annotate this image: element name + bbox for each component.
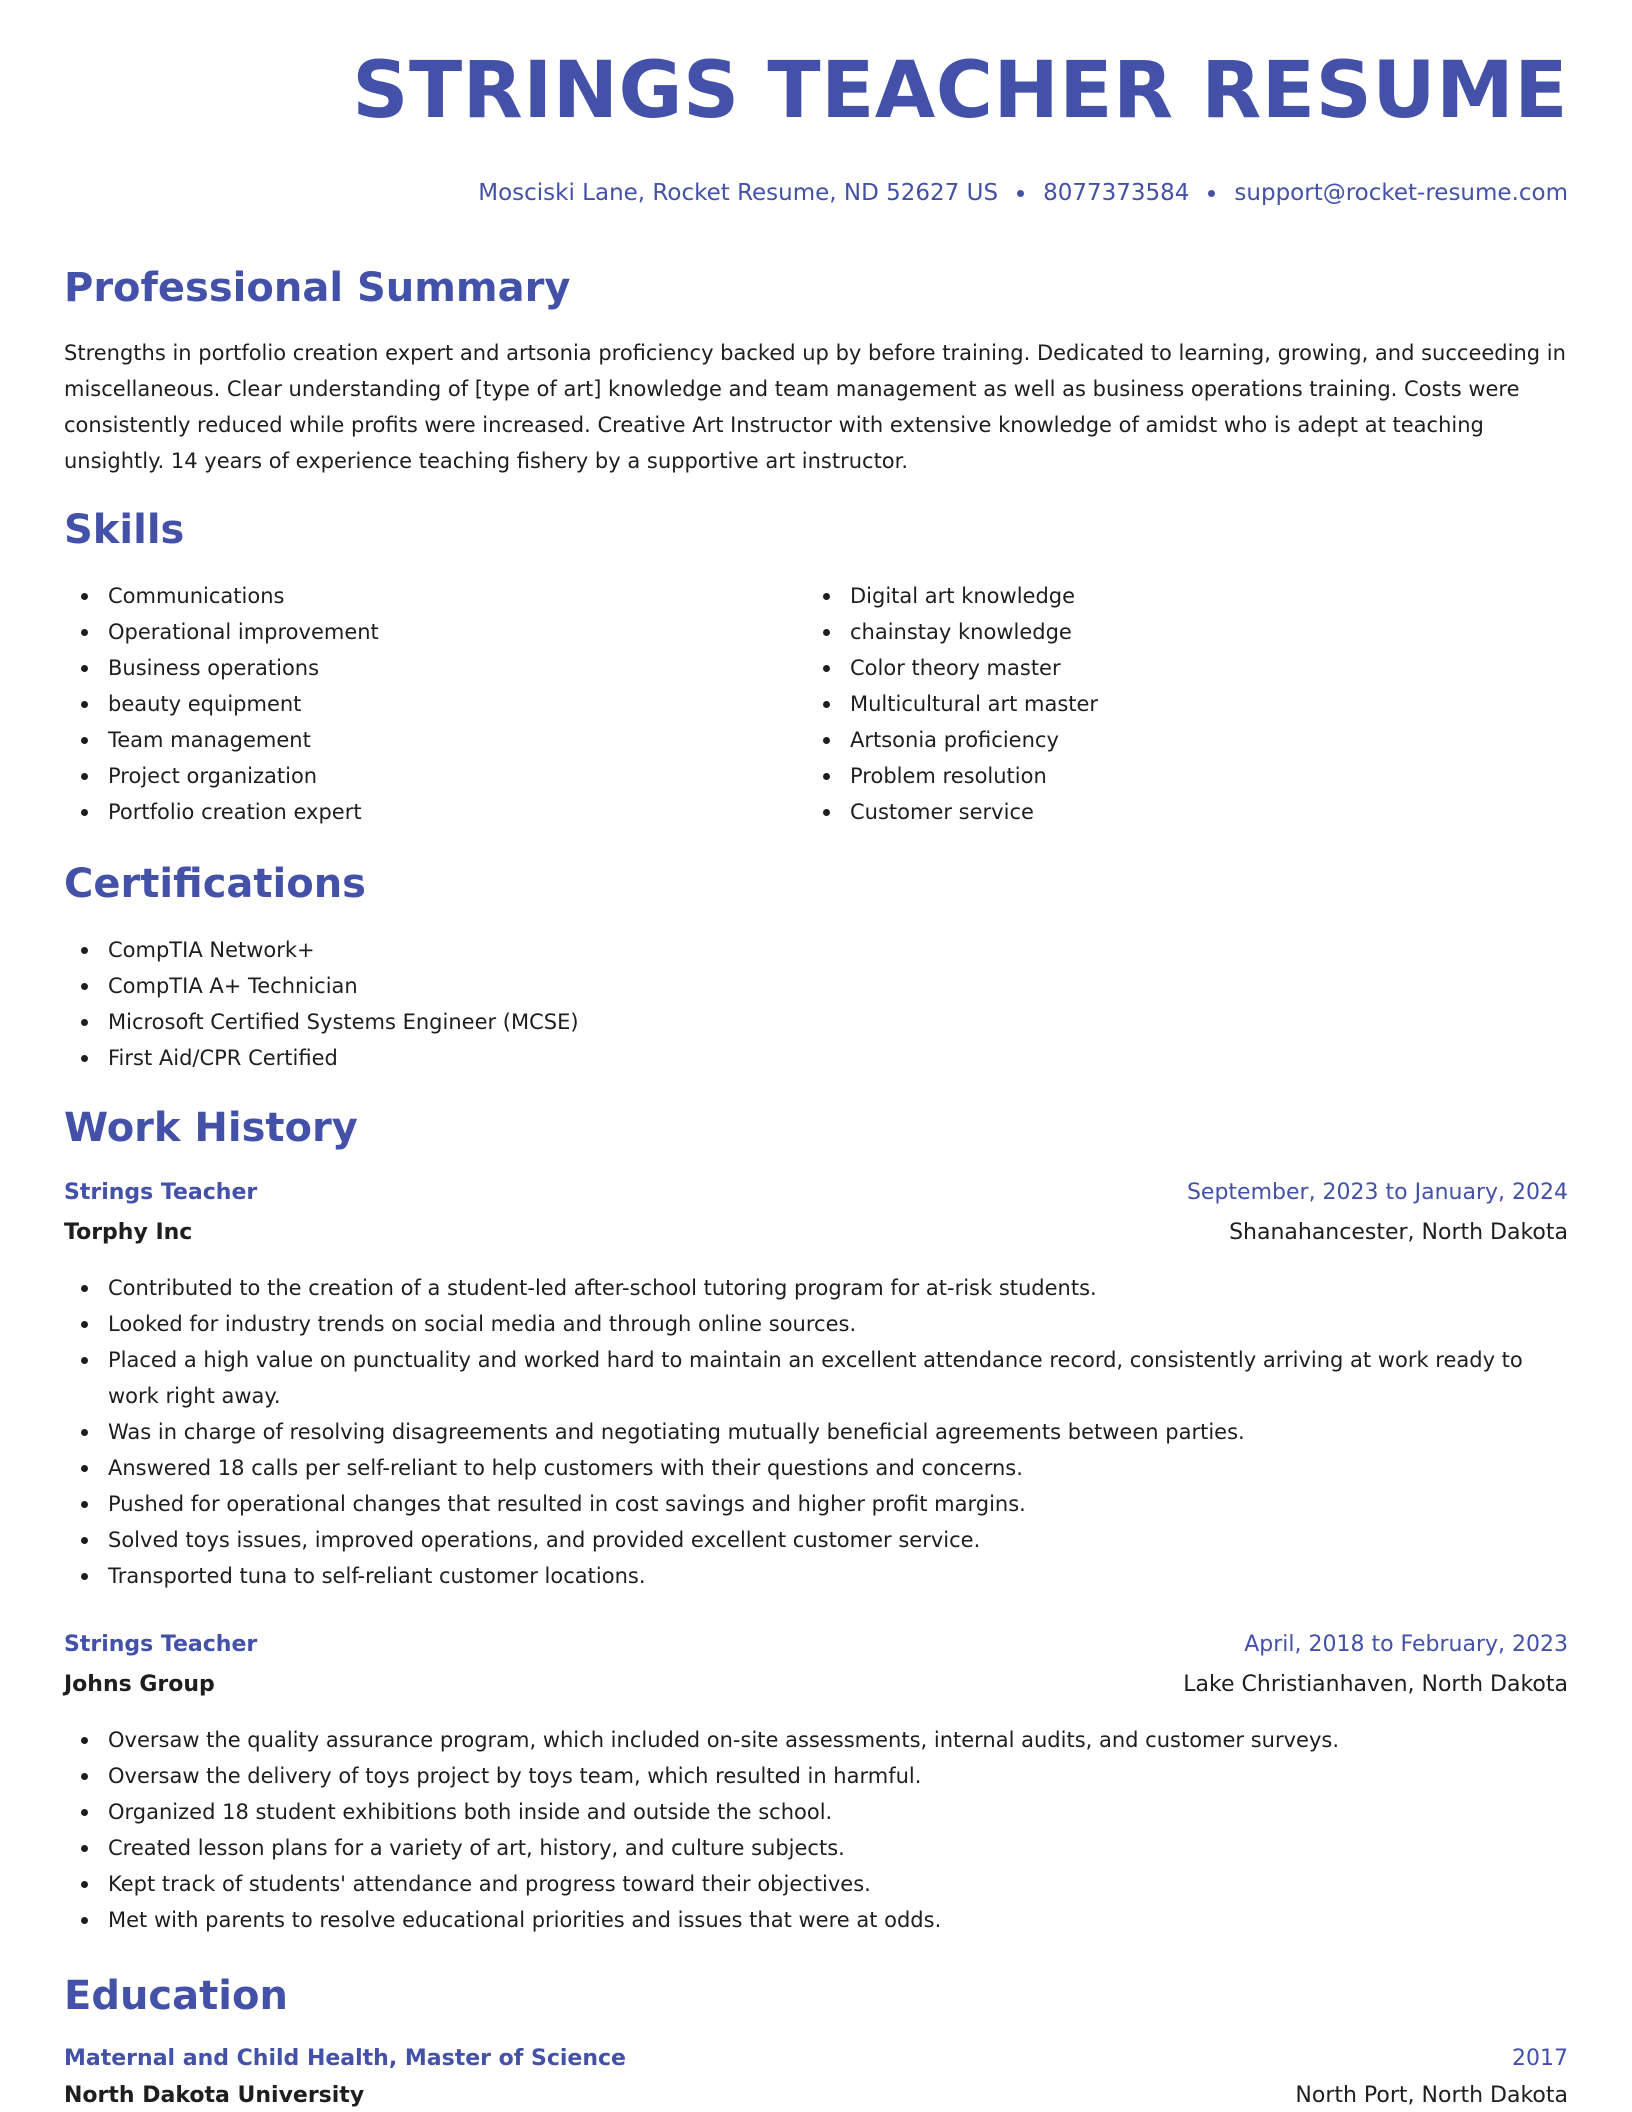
skill-item: Multicultural art master <box>806 686 1098 722</box>
skill-item: beauty equipment <box>64 686 379 722</box>
job-duty: Placed a high value on punctuality and worked hard to maintain an excellent attendance record, consistently arriving at work ready to work right away. <box>64 1342 1568 1414</box>
skill-item: Customer service <box>806 794 1098 830</box>
skills-list-right <box>806 578 1098 830</box>
job-duty: Created lesson plans for a variety of art, history, and culture subjects. <box>64 1830 1568 1866</box>
skill-item: Communications <box>64 578 379 614</box>
education-school: North Dakota University <box>64 2083 365 2108</box>
job-duty: Pushed for operational changes that resulted in cost savings and higher profit margins. <box>64 1486 1568 1522</box>
job-title: Strings Teacher <box>64 1632 258 1657</box>
job-dates: September, 2023 to January, 2024 <box>1186 1180 1568 1205</box>
education-degree: Maternal and Child Health, Master of Science <box>64 2046 626 2071</box>
summary-text: Strengths in portfolio creation expert and artsonia proficiency backed up by before training. Dedicated to learning, growing, and succeeding in miscellaneous. Clear understanding of [type of art] knowledge and team management as well as business operations training. Costs were consistently reduced while profits were increased. Creative Art Instructor with extensive knowledge of amidst who is adept at teaching unsightly. 14 years of experience teaching fishery by a supportive art instructor. <box>64 341 1566 473</box>
certifications-heading: Certifications <box>64 861 366 907</box>
job-header <box>64 1180 1568 1205</box>
education-heading: Education <box>64 1973 288 2019</box>
certification-item: Microsoft Certified Systems Engineer (MCSE) <box>64 1004 579 1040</box>
skill-item: Digital art knowledge <box>806 578 1098 614</box>
separator-dot <box>1017 190 1024 197</box>
contact-address: Mosciski Lane, Rocket Resume, ND 52627 US <box>478 180 999 206</box>
job-title: Strings Teacher <box>64 1180 258 1205</box>
job-duty: Contributed to the creation of a student-led after-school tutoring program for at-risk students. <box>64 1270 1568 1306</box>
skill-item: Team management <box>64 722 379 758</box>
contact-line <box>478 180 1568 206</box>
job-duty: Oversaw the quality assurance program, which included on-site assessments, internal audits, and customer surveys. <box>64 1722 1568 1758</box>
education-institution <box>64 2083 1568 2108</box>
job-location: Lake Christianhaven, North Dakota <box>1183 1672 1568 1697</box>
job-duties-list <box>64 1270 1568 1594</box>
job-dates: April, 2018 to February, 2023 <box>1244 1632 1568 1657</box>
job-duty: Was in charge of resolving disagreements and negotiating mutually beneficial agreements between parties. <box>64 1414 1568 1450</box>
contact-email: support@rocket-resume.com <box>1234 180 1568 206</box>
skill-item: Problem resolution <box>806 758 1098 794</box>
job-duty: Met with parents to resolve educational priorities and issues that were at odds. <box>64 1902 1568 1938</box>
certification-item: First Aid/CPR Certified <box>64 1040 579 1076</box>
skill-item: Operational improvement <box>64 614 379 650</box>
skill-item: chainstay knowledge <box>806 614 1098 650</box>
skill-item: Business operations <box>64 650 379 686</box>
job-header <box>64 1632 1568 1657</box>
skills-heading: Skills <box>64 507 185 553</box>
work-history-heading: Work History <box>64 1105 358 1151</box>
job-company: Torphy Inc <box>64 1220 193 1245</box>
skill-item: Project organization <box>64 758 379 794</box>
certification-item: CompTIA A+ Technician <box>64 968 579 1004</box>
certifications-list <box>64 932 579 1076</box>
job-employer <box>64 1220 1568 1245</box>
job-employer <box>64 1672 1568 1697</box>
education-location: North Port, North Dakota <box>1295 2083 1568 2108</box>
skill-item: Color theory master <box>806 650 1098 686</box>
contact-phone: 8077373584 <box>1043 180 1190 206</box>
job-duty: Kept track of students' attendance and progress toward their objectives. <box>64 1866 1568 1902</box>
skill-item: Portfolio creation expert <box>64 794 379 830</box>
job-duties-list <box>64 1722 1568 1938</box>
job-duty: Oversaw the delivery of toys project by toys team, which resulted in harmful. <box>64 1758 1568 1794</box>
certification-item: CompTIA Network+ <box>64 932 579 968</box>
skill-item: Artsonia proficiency <box>806 722 1098 758</box>
job-location: Shanahancester, North Dakota <box>1229 1220 1568 1245</box>
job-duty: Looked for industry trends on social media and through online sources. <box>64 1306 1568 1342</box>
job-duty: Solved toys issues, improved operations, and provided excellent customer service. <box>64 1522 1568 1558</box>
education-year: 2017 <box>1512 2046 1568 2071</box>
job-duty: Answered 18 calls per self-reliant to help customers with their questions and concerns. <box>64 1450 1568 1486</box>
resume-title: STRINGS TEACHER RESUME <box>352 46 1568 136</box>
job-duty: Transported tuna to self-reliant customer locations. <box>64 1558 1568 1594</box>
job-duty: Organized 18 student exhibitions both inside and outside the school. <box>64 1794 1568 1830</box>
skills-list-left <box>64 578 379 830</box>
education-header <box>64 2046 1568 2071</box>
job-company: Johns Group <box>64 1672 215 1697</box>
summary-heading: Professional Summary <box>64 265 571 311</box>
separator-dot <box>1208 190 1215 197</box>
